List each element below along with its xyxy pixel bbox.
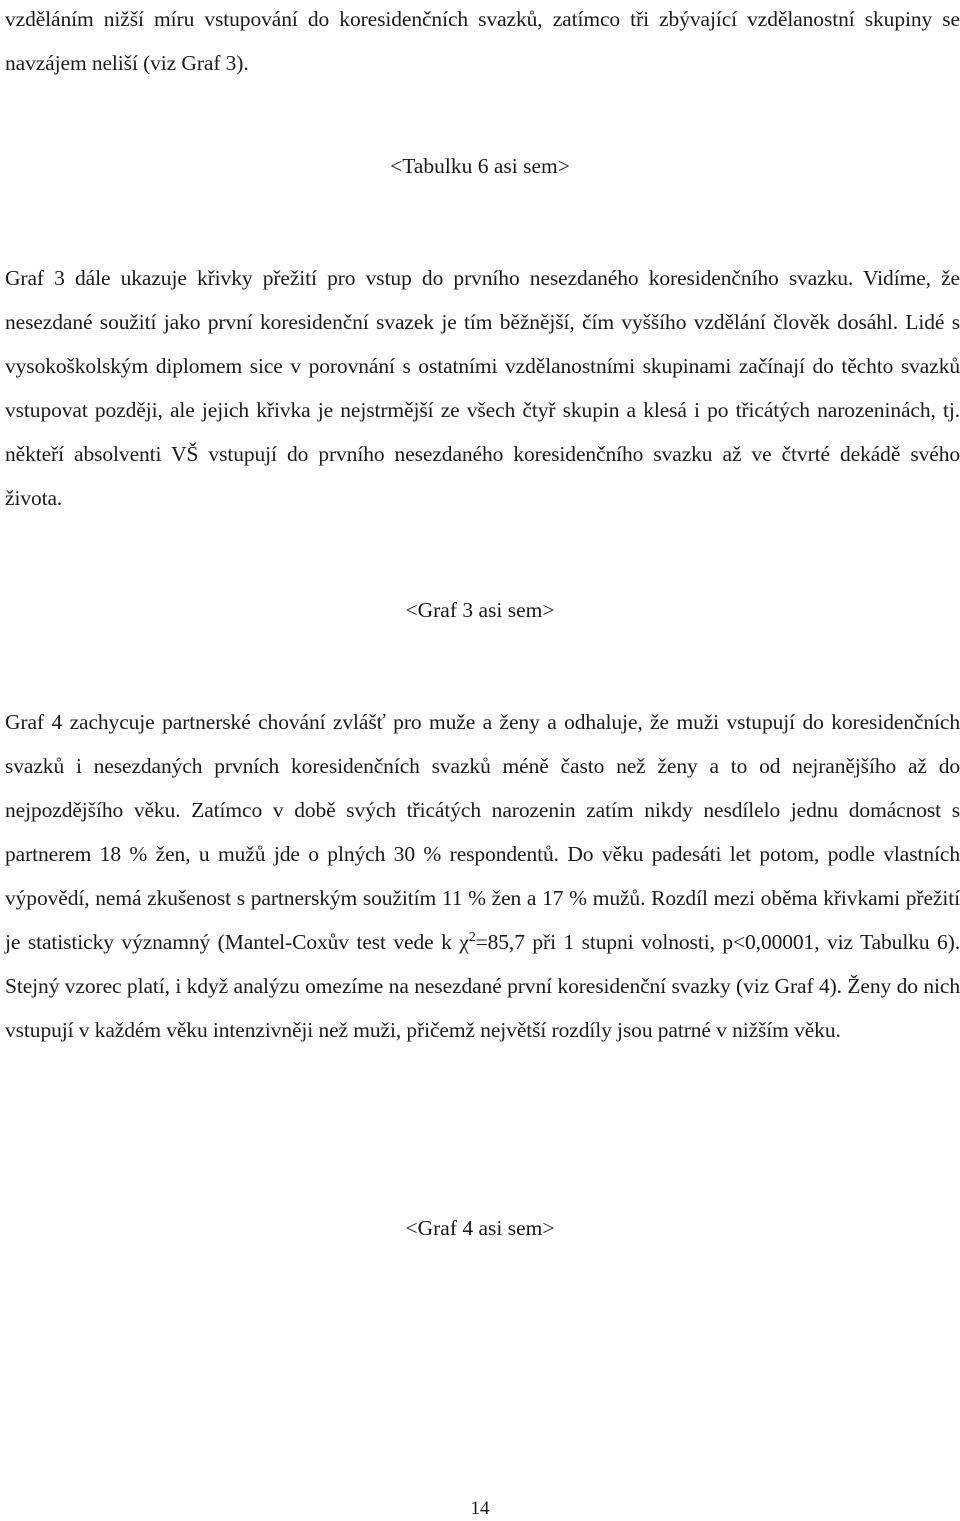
paragraph-intro: vzděláním nižší míru vstupování do koresidenčních svazků, zatímco tři zbývající vzdělanostní skupiny se navzájem neliší (viz Graf 3). [5, 7, 960, 75]
paragraph-graf-4-text-1: Graf 4 zachycuje partnerské chování zvlášť pro muže a ženy a odhaluje, že muži vstupují do koresidenčních svazků i nesezdaných prvních koresidenčních svazků méně často než ženy a to od nejranějšího až do nejpozdějšího věku. Zatímco v době svých třicátých narozenin zatím nikdy nesdílelo jednu domácnost s partnerem 18 % žen, u mužů jde o plných 30 % respondentů. Do věku padesáti let potom, podle vlastních výpovědí, nemá zkušenost s partnerským soužitím 11 % žen a 17 % mužů. Rozdíl mezi oběma křivkami přežití je statisticky významný (Mantel-Coxův test vede k [5, 710, 960, 954]
placeholder-graf-3: <Graf 3 asi sem> [405, 598, 555, 622]
placeholder-table-6: <Tabulku 6 asi sem> [390, 154, 570, 178]
paragraph-graf-4-text-2: =85,7 při 1 stupni volnosti, p<0,00001, viz Tabulku 6). Stejný vzorec platí, i když analýzu omezíme na nesezdané první koresidenční svazky (viz Graf 4). Ženy do nich vstupují v každém věku intenzivněji než muži, přičemž největší rozdíly jsou patrné v nižším věku. [5, 930, 960, 1042]
chi-squared-symbol: χ [459, 930, 469, 954]
paragraph-graf-3: Graf 3 dále ukazuje křivky přežití pro vstup do prvního nesezdaného koresidenčního svazku. Vidíme, že nesezdané soužití jako první koresidenční svazek je tím běžnější, čím vyššího vzdělání člověk dosáhl. Lidé s vysokoškolským diplomem sice v porovnání s ostatními vzdělanostními skupinami začínají do těchto svazků vstupovat později, ale jejich křivka je nejstrmější ze všech čtyř skupin a klesá i po třicátých narozeninách, tj. někteří absolventi VŠ vstupují do prvního nesezdaného koresidenčního svazku až ve čtvrté dekádě svého života. [5, 266, 960, 510]
chi-squared-exponent: 2 [468, 930, 476, 945]
page-number: 14 [470, 1498, 490, 1519]
paragraph-graf-4 [5, 700, 960, 1052]
placeholder-graf-4: <Graf 4 asi sem> [405, 1216, 555, 1240]
